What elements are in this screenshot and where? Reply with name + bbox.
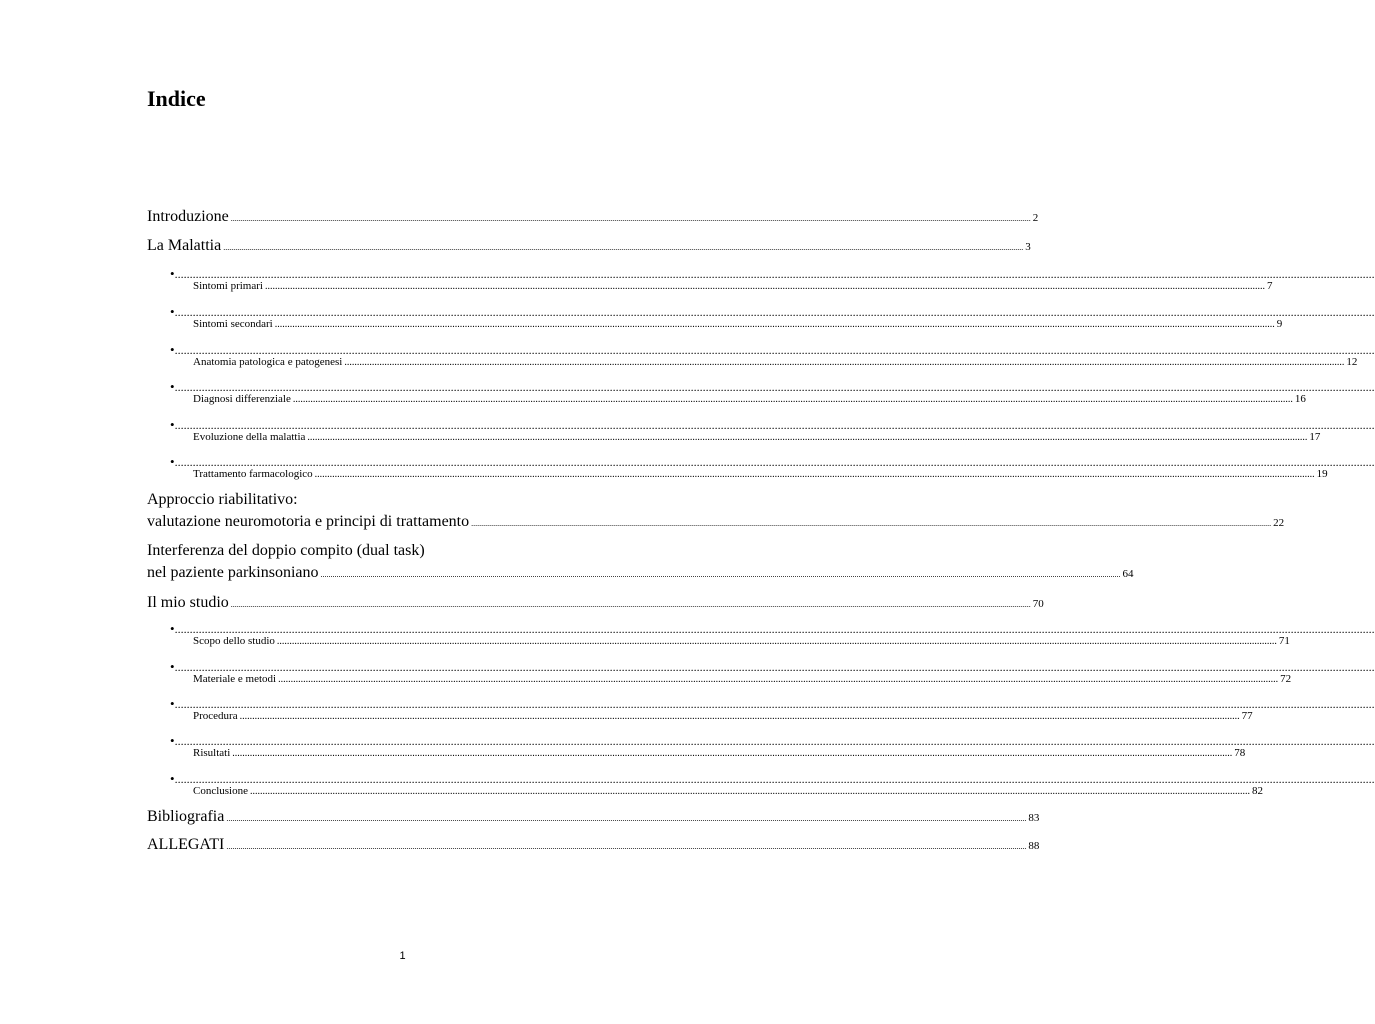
toc-label: Sintomi secondari [193, 318, 273, 330]
toc-page-number: 22 [1273, 517, 1285, 529]
bullet-dot-line [170, 696, 1375, 711]
dot-leader: ................................................................................................................................................................................................................................................................................................................................................................................................................ [226, 842, 1027, 851]
toc-entry-bibliografia[interactable] [147, 808, 1040, 826]
footer-page-number: 1 [399, 950, 406, 962]
dot-leader: ................................................................................................................................................................................................................................................................................................................................................................................................................ [174, 622, 1375, 636]
bullet-icon: • [170, 379, 175, 394]
toc-page-number: 71 [1278, 635, 1290, 647]
bullet-icon: • [170, 621, 175, 636]
dot-leader: ................................................................................................................................................................................................................................................................................................................................................................................................................ [230, 214, 1031, 223]
toc-page-number: 83 [1028, 812, 1040, 824]
bullet-dot-line [170, 266, 1375, 281]
dot-leader: ................................................................................................................................................................................................................................................................................................................................................................................................................ [174, 305, 1375, 319]
toc-page-number: 17 [1309, 431, 1321, 443]
toc-entry-studio[interactable] [147, 594, 1044, 612]
toc-page-number: 70 [1032, 598, 1044, 610]
toc-entry-approccio[interactable] [147, 513, 1285, 531]
toc-label: Procedura [193, 710, 238, 722]
dot-leader: ................................................................................................................................................................................................................................................................................................................................................................................................................ [278, 674, 1279, 685]
toc-entry-approccio-line1: Approccio riabilitativo: [147, 491, 298, 508]
bullet-icon: • [170, 771, 175, 786]
toc-page-number: 19 [1316, 468, 1328, 480]
toc-page-number: 88 [1028, 840, 1040, 852]
toc-label: Evoluzione della malattia [193, 431, 306, 443]
bullet-dot-line [170, 621, 1375, 636]
bullet-icon: • [170, 266, 175, 281]
toc-label: Trattamento farmacologico [193, 468, 313, 480]
bullet-dot-line [170, 454, 1375, 469]
bullet-icon: • [170, 417, 175, 432]
dot-leader: ................................................................................................................................................................................................................................................................................................................................................................................................................ [174, 697, 1375, 711]
toc-entry-risultati[interactable] [193, 747, 1246, 759]
dot-leader: ................................................................................................................................................................................................................................................................................................................................................................................................................ [174, 772, 1375, 786]
toc-page-number: 7 [1266, 280, 1273, 292]
toc-label: Diagnosi differenziale [193, 393, 291, 405]
toc-label: nel paziente parkinsoniano [147, 564, 319, 581]
toc-entry-procedura[interactable] [193, 710, 1253, 722]
bullet-icon: • [170, 342, 175, 357]
toc-page-number: 78 [1234, 747, 1246, 759]
toc-label: Il mio studio [147, 594, 229, 611]
dot-leader: ................................................................................................................................................................................................................................................................................................................................................................................................................ [174, 418, 1375, 432]
dot-leader: ................................................................................................................................................................................................................................................................................................................................................................................................................ [174, 660, 1375, 674]
toc-page-number: 77 [1241, 710, 1253, 722]
toc-label: valutazione neuromotoria e principi di trattamento [147, 513, 470, 530]
dot-leader: ................................................................................................................................................................................................................................................................................................................................................................................................................ [274, 319, 1275, 330]
dot-leader: ................................................................................................................................................................................................................................................................................................................................................................................................................ [223, 243, 1024, 252]
page-title: Indice [147, 86, 206, 111]
dot-leader: ................................................................................................................................................................................................................................................................................................................................................................................................................ [174, 380, 1375, 394]
dot-leader: ................................................................................................................................................................................................................................................................................................................................................................................................................ [232, 748, 1233, 759]
bullet-icon: • [170, 659, 175, 674]
bullet-icon: • [170, 454, 175, 469]
bullet-dot-line [170, 342, 1375, 357]
toc-entry-materiale[interactable] [193, 673, 1292, 685]
toc-label: La Malattia [147, 237, 222, 254]
toc-label: Conclusione [193, 785, 248, 797]
toc-label: Risultati [193, 747, 231, 759]
toc-label: Sintomi primari [193, 280, 263, 292]
dot-leader: ................................................................................................................................................................................................................................................................................................................................................................................................................ [314, 469, 1315, 480]
toc-entry-conclusione[interactable] [193, 785, 1263, 797]
toc-entry-introduzione[interactable] [147, 208, 1039, 226]
dot-leader: ................................................................................................................................................................................................................................................................................................................................................................................................................ [239, 711, 1240, 722]
toc-label: ALLEGATI [147, 836, 225, 853]
bullet-icon: • [170, 304, 175, 319]
toc-entry-interferenza-line1: Interferenza del doppio compito (dual task) [147, 542, 425, 559]
toc-page-number: 3 [1025, 241, 1031, 253]
toc-entry-allegati[interactable] [147, 836, 1040, 854]
bullet-dot-line [170, 771, 1375, 786]
toc-label: Materiale e metodi [193, 673, 277, 685]
toc-label: Scopo dello studio [193, 635, 275, 647]
toc-label: Bibliografia [147, 808, 225, 825]
dot-leader: ................................................................................................................................................................................................................................................................................................................................................................................................................ [292, 394, 1293, 405]
toc-label: Anatomia patologica e patogenesi [193, 356, 343, 368]
bullet-dot-line [170, 659, 1375, 674]
bullet-dot-line [170, 417, 1375, 432]
bullet-dot-line [170, 733, 1375, 748]
toc-page-number: 12 [1346, 356, 1358, 368]
dot-leader: ................................................................................................................................................................................................................................................................................................................................................................................................................ [276, 636, 1277, 647]
toc-page-number: 2 [1032, 212, 1039, 224]
toc-entry-diagnosi[interactable] [193, 393, 1306, 405]
toc-page-number: 82 [1252, 785, 1263, 797]
bullet-icon: • [170, 733, 175, 748]
bullet-dot-line [170, 304, 1375, 319]
toc-entry-evoluzione[interactable] [193, 431, 1321, 443]
toc-page-number: 9 [1276, 318, 1283, 330]
toc-entry-sintomi-primari[interactable] [193, 280, 1273, 292]
dot-leader: ................................................................................................................................................................................................................................................................................................................................................................................................................ [307, 432, 1308, 443]
toc-page-number: 64 [1122, 568, 1134, 580]
dot-leader: ................................................................................................................................................................................................................................................................................................................................................................................................................ [174, 267, 1375, 281]
bullet-dot-line [170, 379, 1375, 394]
bullet-icon: • [170, 696, 175, 711]
dot-leader: ................................................................................................................................................................................................................................................................................................................................................................................................................ [264, 281, 1265, 292]
toc-entry-trattamento[interactable] [193, 468, 1328, 480]
toc-page-number: 16 [1294, 393, 1306, 405]
dot-leader: ................................................................................................................................................................................................................................................................................................................................................................................................................ [250, 786, 1250, 797]
toc-entry-sintomi-secondari[interactable] [193, 318, 1283, 330]
dot-leader: ................................................................................................................................................................................................................................................................................................................................................................................................................ [174, 343, 1375, 357]
toc-entry-anatomia[interactable] [193, 356, 1358, 368]
toc-entry-malattia[interactable] [147, 237, 1031, 255]
dot-leader: ................................................................................................................................................................................................................................................................................................................................................................................................................ [320, 570, 1121, 579]
toc-label: Introduzione [147, 208, 229, 225]
dot-leader: ................................................................................................................................................................................................................................................................................................................................................................................................................ [226, 814, 1027, 823]
toc-entry-scopo[interactable] [193, 635, 1290, 647]
toc-entry-interferenza[interactable] [147, 564, 1134, 582]
dot-leader: ................................................................................................................................................................................................................................................................................................................................................................................................................ [174, 734, 1375, 748]
dot-leader: ................................................................................................................................................................................................................................................................................................................................................................................................................ [174, 455, 1375, 469]
dot-leader: ................................................................................................................................................................................................................................................................................................................................................................................................................ [471, 519, 1272, 528]
toc-page-number: 72 [1280, 673, 1292, 685]
dot-leader: ................................................................................................................................................................................................................................................................................................................................................................................................................ [344, 357, 1345, 368]
dot-leader: ................................................................................................................................................................................................................................................................................................................................................................................................................ [230, 600, 1031, 609]
